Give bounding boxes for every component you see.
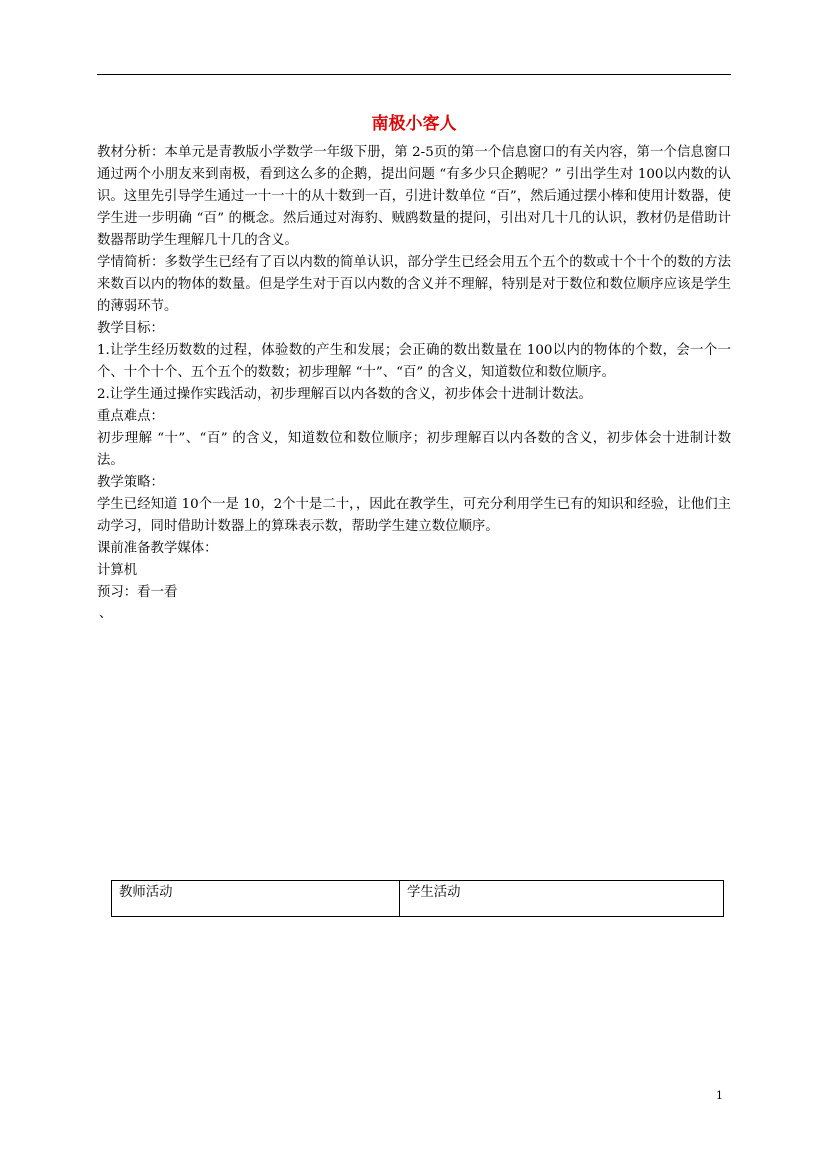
document-title: 南极小客人 bbox=[371, 114, 457, 134]
page-number: 1 bbox=[716, 1089, 723, 1102]
paragraph-textbook-analysis: 教材分析：本单元是青教版小学数学一年级下册，第 2-5页的第一个信息窗口的有关内容，第一个信息窗口通过两个小朋友来到南极，看到这么多的企鹅，提出问题 “有多少只企鹅呢？” 引出学生对 100以内数的认识。这里先引导学生通过一十一十的从十数到一百，引进计数单位 “百”，然后通过摆小棒和使用计数器，使学生进一步明确 “百” 的概念。然后通过对海豹、贼鸥数量的提问，引出对几十几的认识，教材仍是借助计数器帮助学生理解几十几的含义。 bbox=[97, 145, 731, 248]
document-body bbox=[97, 142, 731, 604]
header-rule bbox=[97, 74, 731, 75]
heading-teaching-strategy: 教学策略： bbox=[97, 475, 164, 490]
activity-table bbox=[111, 880, 724, 917]
paragraph-teaching-strategy: 学生已经知道 10个一是 10，2个十是二十，，因此在教学生，可充分利用学生已有的知识和经验，让他们主动学习，同时借助计数器上的算珠表示数，帮助学生建立数位顺序。 bbox=[97, 497, 731, 534]
paragraph-media: 计算机 bbox=[97, 563, 138, 578]
paragraph-goal-2: 2.让学生通过操作实践活动，初步理解百以内各数的含义，初步体会十进制计数法。 bbox=[97, 387, 592, 402]
paragraph-key-points: 初步理解 “十”、“百” 的含义，知道数位和数位顺序；初步理解百以内各数的含义，初步体会十进制计数法。 bbox=[97, 431, 731, 468]
paragraph-preview: 预习：看一看 bbox=[97, 585, 178, 600]
heading-key-points: 重点难点： bbox=[97, 409, 164, 424]
table-row bbox=[112, 881, 724, 917]
paragraph-goal-1: 1.让学生经历数数的过程，体验数的产生和发展；会正确的数出数量在 100以内的物体的个数，会一个一个、十个十个、五个五个的数数；初步理解 “十”、“百” 的含义，知道数位和数位顺序。 bbox=[97, 343, 731, 380]
heading-teaching-goals: 教学目标： bbox=[97, 321, 164, 336]
heading-media-preparation: 课前准备教学媒体： bbox=[97, 541, 218, 556]
header-student-activity: 学生活动 bbox=[400, 881, 724, 917]
stray-mark: 、 bbox=[99, 606, 113, 621]
paragraph-student-analysis: 学情简析：多数学生已经有了百以内数的简单认识，部分学生已经会用五个五个的数或十个十个的数的方法来数百以内的物体的数量。但是学生对于百以内数的含义并不理解，特别是对于数位和数位顺序应该是学生的薄弱环节。 bbox=[97, 255, 731, 314]
header-teacher-activity: 教师活动 bbox=[112, 881, 400, 917]
